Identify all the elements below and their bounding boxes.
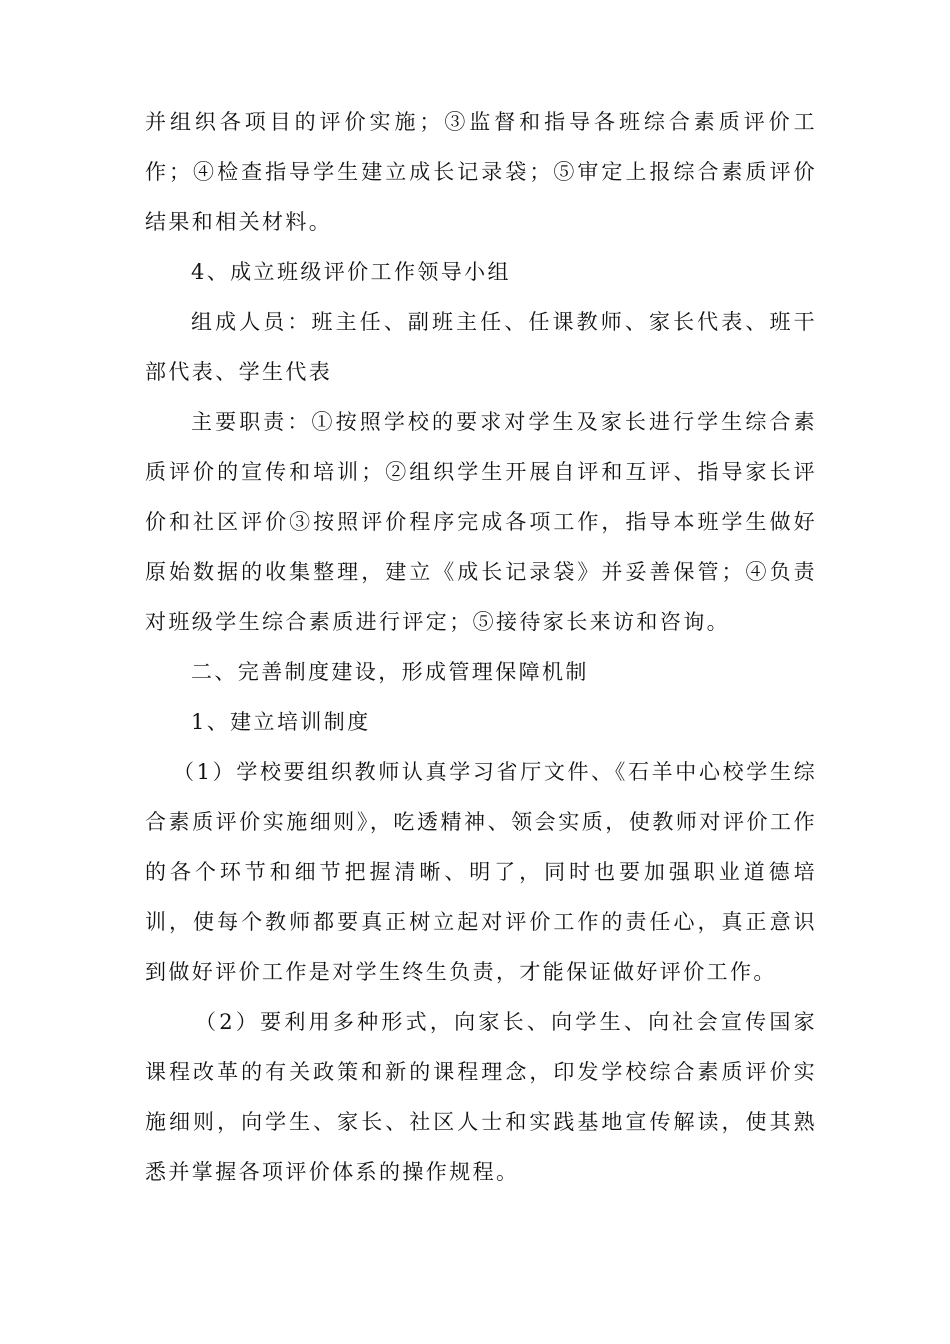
paragraph-members: 组成人员：班主任、副班主任、任课教师、家长代表、班干部代表、学生代表 — [145, 310, 817, 384]
paragraph-item-2: （2）要利用多种形式，向家长、向学生、向社会宣传国家课程改革的有关政策和新的课程理念，印发学校综合素质评价实施细则，向学生、家长、社区人士和实践基地宣传解读，使其熟悉并掌握各项评价体系的操作规程。 — [145, 1010, 817, 1184]
section-heading-class-group: 4、成立班级评价工作领导小组 — [191, 260, 511, 284]
section-heading-training: 1、建立培训制度 — [191, 710, 371, 734]
document-body — [145, 97, 817, 1197]
paragraph-continuation: 并组织各项目的评价实施；③监督和指导各班综合素质评价工作；④检查指导学生建立成长记录袋；⑤审定上报综合素质评价结果和相关材料。 — [145, 110, 817, 234]
paragraph-duties: 主要职责：①按照学校的要求对学生及家长进行学生综合素质评价的宣传和培训；②组织学生开展自评和互评、指导家长评价和社区评价③按照评价程序完成各项工作，指导本班学生做好原始数据的收集整理，建立《成长记录袋》并妥善保管；④负责对班级学生综合素质进行评定；⑤接待家长来访和咨询。 — [145, 410, 817, 634]
section-heading-system: 二、完善制度建设，形成管理保障机制 — [191, 660, 589, 684]
paragraph-item-1: （1）学校要组织教师认真学习省厅文件、《石羊中心校学生综合素质评价实施细则》，吃透精神、领会实质，使教师对评价工作的各个环节和细节把握清晰、明了，同时也要加强职业道德培训，使每个教师都要真正树立起对评价工作的责任心，真正意识到做好评价工作是对学生终生负责，才能保证做好评价工作。 — [145, 760, 817, 984]
